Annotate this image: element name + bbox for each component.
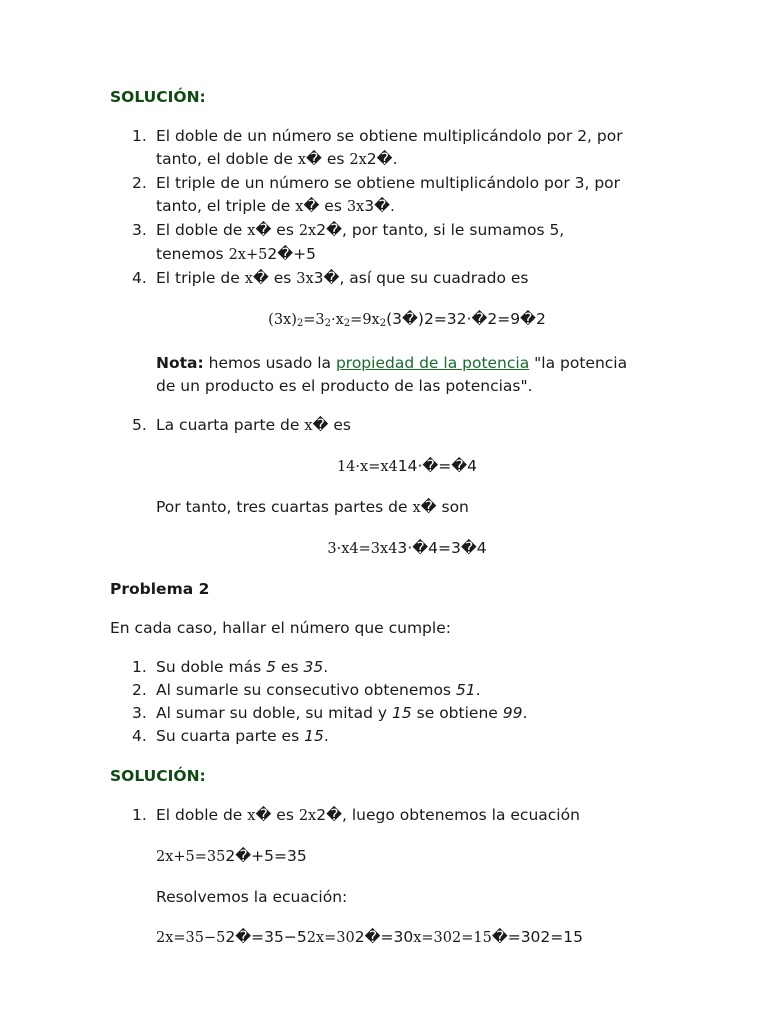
math-subscript: 2 (379, 318, 387, 329)
math-inline: 2x+5 (228, 247, 268, 263)
item-number: 1. (132, 127, 147, 145)
math-subscript: 2 (343, 318, 351, 329)
item-text: La cuarta parte de (156, 416, 305, 434)
item-number: 4. (132, 727, 147, 745)
emphasis-number: 15 (392, 704, 412, 722)
missing-glyph: � (255, 221, 272, 239)
list-item (110, 804, 658, 828)
math-inline: x (244, 271, 253, 287)
item-text: es (268, 269, 297, 287)
math-subscript: 2 (296, 318, 304, 329)
note-text: hemos usado la (203, 354, 336, 372)
list-item (110, 656, 658, 679)
math-subscript: 2 (324, 318, 331, 329)
math-fallback: 2� (316, 221, 342, 239)
solution-heading: SOLUCIÓN: (110, 88, 206, 106)
math-part: x=302=15 (413, 930, 492, 946)
emphasis-number: 99 (502, 704, 523, 722)
power-property-link[interactable]: propiedad de la potencia (335, 354, 530, 372)
item-number: 1. (132, 806, 147, 824)
math-part: =3 (303, 312, 325, 328)
item-text: . (392, 150, 398, 168)
item-text: Al sumarle su consecutivo obtenemos (156, 681, 456, 699)
math-fallback: 3� (313, 269, 340, 287)
item-text: es (276, 658, 304, 676)
missing-glyph: � (306, 150, 322, 168)
list-item (110, 125, 658, 172)
math-fallback: 2�=30 (354, 928, 414, 946)
paragraph-text: son (436, 498, 469, 516)
note-label: Nota: (156, 354, 204, 372)
item-text: Al sumar su doble, su mitad y (156, 704, 392, 722)
math-inline: x (412, 500, 421, 516)
item-text: , luego obtenemos la ecuación (342, 806, 580, 824)
list-item (110, 725, 658, 748)
list-item (110, 267, 658, 291)
item-number: 2. (132, 681, 147, 699)
missing-glyph: � (303, 197, 320, 215)
list-item (110, 679, 658, 702)
item-text: tenemos (156, 245, 229, 263)
item-text: El doble de (156, 221, 248, 239)
solution-heading: SOLUCIÓN: (110, 767, 206, 785)
math-inline: 2x (298, 808, 317, 824)
item-text: es (319, 197, 347, 215)
item-number: 4. (132, 269, 147, 287)
list-item (110, 702, 658, 725)
item-text: tanto, el triple de (156, 197, 296, 215)
math-inline: x (304, 418, 313, 434)
math-part: 2x=35−5 (156, 930, 226, 946)
item-text: . (323, 727, 329, 745)
solution-list (110, 804, 658, 828)
math-display (110, 308, 658, 335)
missing-glyph: � (420, 498, 437, 516)
item-text: tanto, el doble de (156, 150, 298, 168)
item-text: , por tanto, si le sumamos 5, (342, 221, 565, 239)
math-display (110, 455, 658, 479)
list-item (110, 219, 658, 267)
missing-glyph: � (255, 806, 272, 824)
math-fallback: �=302=15 (491, 928, 583, 946)
math-fallback: 2�+5 (267, 245, 316, 263)
math-inline: 2x (349, 152, 367, 168)
math-inline: x (295, 199, 304, 215)
math-inline: 2x (298, 223, 317, 239)
emphasis-number: 51 (455, 681, 476, 699)
math-inline: 3x (346, 199, 365, 215)
math-equation (110, 926, 658, 950)
solution-list-cont (110, 414, 658, 438)
paragraph (110, 496, 658, 520)
item-number: 1. (132, 658, 147, 676)
item-number: 2. (132, 174, 147, 192)
math-display (110, 537, 658, 561)
math-inline: x (247, 223, 256, 239)
note-text: de un producto es el producto de las potencias". (156, 377, 533, 395)
missing-glyph: � (312, 416, 329, 434)
item-text: El triple de un número se obtiene multiplicándolo por 3, por (156, 174, 621, 192)
emphasis-number: 5 (266, 658, 276, 676)
item-text: es (321, 150, 350, 168)
math-inline: x (247, 808, 256, 824)
paragraph-text: Resolvemos la ecuación: (156, 888, 348, 906)
emphasis-number: 15 (304, 727, 324, 745)
math-equation (110, 845, 658, 869)
math-fallback: 2� (316, 806, 342, 824)
item-text: Su doble más (156, 658, 267, 676)
note-paragraph (110, 352, 658, 398)
math-fallback: 2� (366, 150, 393, 168)
item-text: es (328, 416, 351, 434)
emphasis-number: 35 (303, 658, 324, 676)
item-text: . (323, 658, 329, 676)
missing-glyph: � (252, 269, 269, 287)
math-part: 2x=30 (306, 930, 355, 946)
math-part: (3x) (268, 312, 297, 328)
math-inline: 3x (296, 271, 314, 287)
item-text: El doble de un número se obtiene multiplicándolo por 2, por (156, 127, 623, 145)
math-part: ·x (331, 312, 344, 328)
item-text: se obtiene (411, 704, 503, 722)
math-part: =9x (350, 312, 380, 328)
item-text: . (522, 704, 528, 722)
math-part: 2x+5=35 (156, 849, 226, 865)
item-text: Su cuarta parte es (156, 727, 305, 745)
math-fallback: 14·�=�4 (397, 457, 478, 475)
math-inline: x (297, 152, 307, 168)
item-number: 3. (132, 704, 147, 722)
item-text: El triple de (156, 269, 245, 287)
math-fallback: 3·�4=3�4 (397, 539, 487, 557)
problem-list (110, 656, 658, 748)
paragraph-text: Por tanto, tres cuartas partes de (156, 498, 413, 516)
item-text: es (271, 221, 299, 239)
item-text: , así que su cuadrado es (339, 269, 529, 287)
item-number: 3. (132, 221, 147, 239)
math-fallback: 3� (364, 197, 390, 215)
problem-intro: En cada caso, hallar el número que cumple: (110, 619, 451, 637)
math-part: 14·x=x4 (336, 459, 398, 475)
problem-heading: Problema 2 (110, 580, 210, 598)
item-text: es (271, 806, 299, 824)
solution-list (110, 125, 658, 291)
math-fallback: (3�)2=32·�2=9�2 (386, 310, 546, 328)
document-page (110, 86, 658, 950)
list-item (110, 414, 658, 438)
item-text: . (390, 197, 395, 215)
item-number: 5. (132, 416, 147, 434)
math-part: 3·x4=3x4 (327, 541, 398, 557)
note-text: "la potencia (529, 354, 628, 372)
math-fallback: 2�=35−5 (225, 928, 307, 946)
item-text: El doble de (156, 806, 248, 824)
math-fallback: 2�+5=35 (225, 847, 307, 865)
item-text: . (475, 681, 481, 699)
list-item (110, 172, 658, 219)
